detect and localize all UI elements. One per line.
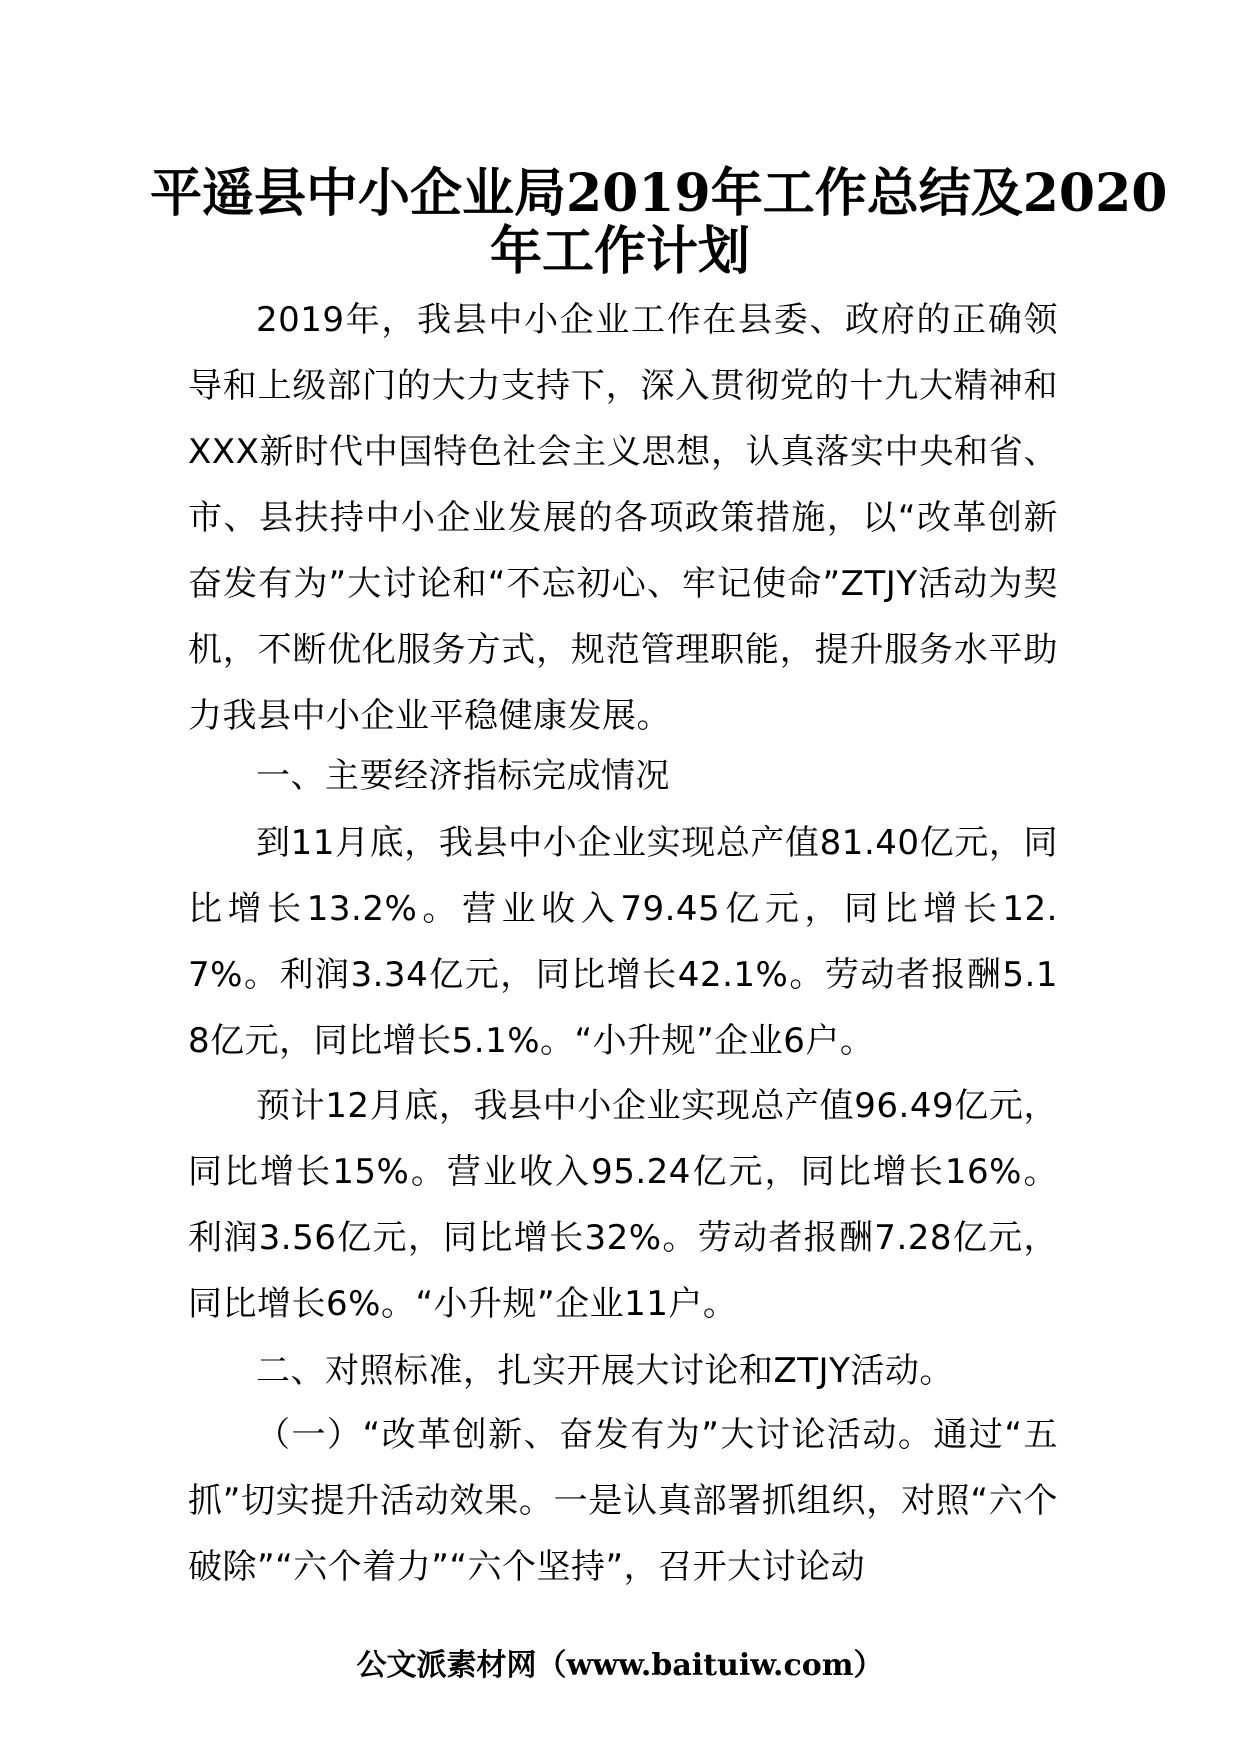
intro-paragraph: 2019年，我县中小企业工作在县委、政府的正确领导和上级部门的大力支持下，深入贯彻党的十九大精神和XXX新时代中国特色社会主义思想，认真落实中央和省、市、县扶持中小企业发展的各项政策措施，以“改革创新奋发有为”大讨论和“不忘初心、牢记使命”ZTJY活动为契机，不断优化服务方式，规范管理职能，提升服务水平助力我县中小企业平稳健康发展。 [188, 300, 1058, 736]
source-footer: 公文派素材网（www.baituiw.com） [356, 1648, 884, 1683]
december-forecast-paragraph: 预计12月底，我县中小企业实现总产值96.49亿元，同比增长15%。营业收入95.24亿元，同比增长16%。利润3.56亿元，同比增长32%。劳动者报酬7.28亿元，同比增长6%。“小升规”企业11户。 [188, 1086, 1058, 1324]
november-stats-paragraph: 到11月底，我县中小企业实现总产值81.40亿元，同比增长13.2%。营业收入79.45亿元，同比增长12.7%。利润3.34亿元，同比增长42.1%。劳动者报酬5.18亿元，同比增长5.1%。“小升规”企业6户。 [188, 823, 1058, 1061]
section-heading-1: 一、主要经济指标完成情况 [256, 756, 670, 796]
document-title-line-1: 平遥县中小企业局2019年工作总结及2020 [150, 163, 1168, 224]
subsection-1-paragraph: （一）“改革创新、奋发有为”大讨论活动。通过“五抓”切实提升活动效果。一是认真部署抓组织，对照“六个破除”“六个着力”“六个坚持”，召开大讨论动 [188, 1415, 1058, 1587]
document-title-line-2: 年工作计划 [489, 221, 750, 282]
section-heading-2: 二、对照标准，扎实开展大讨论和ZTJY活动。 [256, 1351, 954, 1391]
